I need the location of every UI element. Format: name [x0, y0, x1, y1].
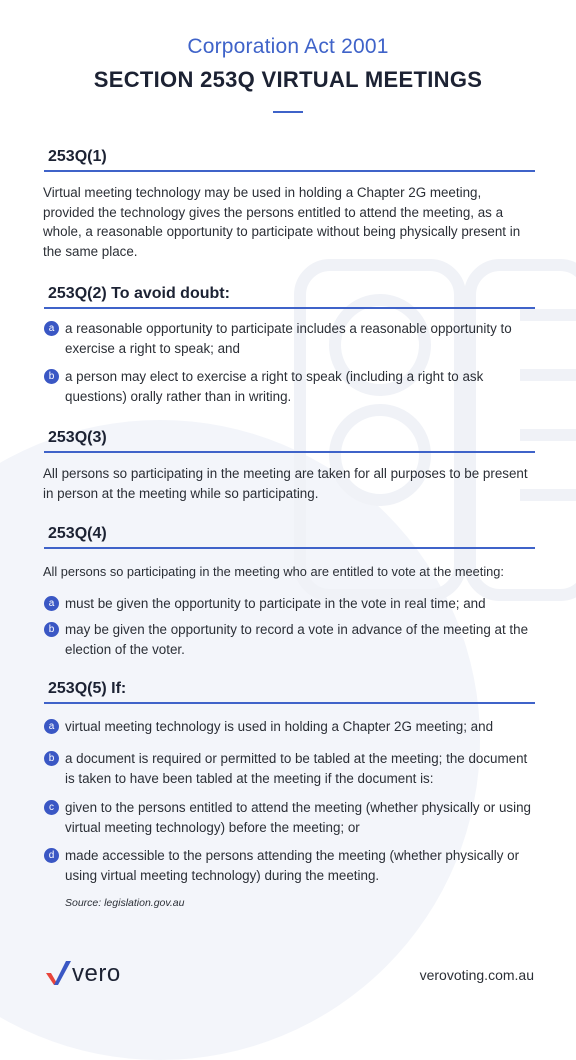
list-item	[43, 594, 533, 614]
brand-name: vero	[72, 960, 121, 987]
section-heading-253q2: 253Q(2) To avoid doubt:	[44, 285, 535, 309]
section-heading-253q4: 253Q(4)	[44, 525, 535, 549]
list-item-text: may be given the opportunity to record a vote in advance of the meeting at the election of the voter.	[65, 622, 529, 657]
list-item	[43, 319, 533, 358]
section-text-253q1: Virtual meeting technology may be used in holding a Chapter 2G meeting, provided the technology gives the persons entitled to attend the meeting, as a whole, a reasonable opportunity to participate without being physically present in the same place.	[43, 185, 521, 259]
list-marker-badge: d	[44, 848, 59, 863]
list-item-text: must be given the opportunity to participate in the vote in real time; and	[65, 596, 486, 611]
document-subtitle: Corporation Act 2001	[187, 35, 389, 58]
section-heading-253q5: 253Q(5) If:	[44, 680, 535, 704]
list-item	[43, 620, 533, 659]
list-marker-badge: b	[44, 369, 59, 384]
list-item-text: a document is required or permitted to be tabled at the meeting; the document is taken to have been tabled at the meeting if the document is:	[65, 751, 528, 786]
source-note: Source: legislation.gov.au	[65, 897, 185, 909]
list-marker-badge: a	[44, 719, 59, 734]
section-heading-253q3: 253Q(3)	[44, 429, 535, 453]
list-item	[43, 846, 533, 885]
section-heading-253q1: 253Q(1)	[44, 148, 535, 172]
title-divider	[273, 111, 303, 113]
list-item-text: a person may elect to exercise a right to speak (including a right to ask questions) orally rather than in writing.	[65, 369, 484, 404]
list-marker-badge: b	[44, 622, 59, 637]
list-item-text: virtual meeting technology is used in holding a Chapter 2G meeting; and	[65, 719, 494, 734]
list-marker-badge: b	[44, 751, 59, 766]
brand-logo	[43, 958, 163, 992]
list-item	[43, 749, 533, 788]
list-item-text: a reasonable opportunity to participate includes a reasonable opportunity to exercise a right to speak; and	[65, 321, 512, 356]
list-marker-badge: a	[44, 596, 59, 611]
list-item-text: made accessible to the persons attending the meeting (whether physically or using virtual meeting technology) during the meeting.	[65, 848, 520, 883]
vero-checkmark-logo-icon	[43, 958, 75, 990]
list-item	[43, 367, 533, 406]
list-marker-badge: c	[44, 800, 59, 815]
section-text-253q4: All persons so participating in the meeting who are entitled to vote at the meeting:	[43, 564, 504, 579]
document-title: SECTION 253Q VIRTUAL MEETINGS	[93, 67, 483, 92]
list-item-text: given to the persons entitled to attend the meeting (whether physically or using virtual meeting technology) before the meeting; or	[65, 800, 531, 835]
list-item	[43, 798, 533, 837]
website-link[interactable]: verovoting.com.au	[419, 967, 534, 983]
section-text-253q3: All persons so participating in the meeting are taken for all purposes to be present in person at the meeting while so participating.	[43, 466, 528, 501]
list-marker-badge: a	[44, 321, 59, 336]
list-item	[43, 717, 533, 737]
